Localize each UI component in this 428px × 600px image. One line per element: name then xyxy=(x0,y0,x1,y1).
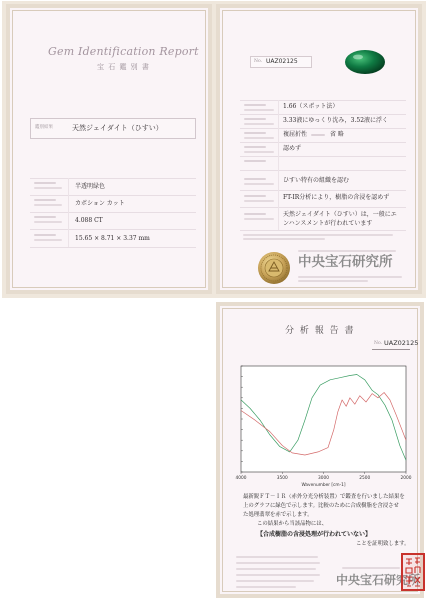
red-seal-pattern xyxy=(403,555,423,589)
fine-print-line xyxy=(34,199,56,201)
fine-print-line xyxy=(244,178,266,180)
x-axis-label: Wavenumber [cm-1] xyxy=(301,483,346,488)
fine-print-line xyxy=(34,234,56,236)
fine-print-line xyxy=(34,216,56,218)
table-rule xyxy=(30,178,196,179)
description-line-6: ことを証明致します。 xyxy=(356,541,410,547)
report-title-english: Gem Identification Report xyxy=(48,45,199,58)
table-rule xyxy=(240,100,406,101)
fine-print-line xyxy=(34,239,62,241)
x-tick-label: 3500 xyxy=(276,476,288,481)
conclusion-statement: 【合成樹脂の含浸処理が行われていない】 xyxy=(257,531,372,538)
fine-print-line xyxy=(236,562,320,564)
table-column-rule xyxy=(278,100,279,230)
gem-photo xyxy=(343,48,387,76)
analysis-number-label: No. xyxy=(374,341,382,346)
plot-area-frame xyxy=(241,366,406,472)
identification-result: 天然ジェイダイト（ひすい） xyxy=(72,124,163,132)
report-number: UAZ02125 xyxy=(266,58,298,65)
report-number-label: No. xyxy=(254,59,262,64)
fine-print-line xyxy=(236,574,320,576)
table-rule xyxy=(240,156,406,157)
fine-print-line xyxy=(34,182,56,184)
fine-print-line xyxy=(244,104,266,106)
comment-line-2: ンハンスメントが行われています xyxy=(283,220,373,227)
table-rule xyxy=(240,114,406,115)
cut-value: カボション カット xyxy=(75,200,125,207)
x-tick-label: 3000 xyxy=(318,476,329,481)
fine-print-line xyxy=(236,580,314,582)
table-rule xyxy=(30,212,196,213)
fine-print-line xyxy=(244,213,266,215)
fine-print-line xyxy=(243,238,325,240)
fine-print-line xyxy=(342,567,400,569)
fine-print-line xyxy=(243,234,393,236)
comment-line-1: 天然ジェイダイト（ひすい）は，一般にエ xyxy=(283,211,397,218)
other-test-value: FT-IR分析により，樹脂の含浸を認めず xyxy=(283,194,390,201)
analysis-number: UAZ02125 xyxy=(384,339,419,347)
fine-print-line xyxy=(298,250,396,252)
table-rule xyxy=(240,190,406,191)
lab-logo-text-bottom: 中央宝石研究所 xyxy=(336,573,421,587)
lab-logo-text: 中央宝石研究所 xyxy=(298,254,393,270)
fine-print-line xyxy=(244,200,274,202)
red-seal-stamp xyxy=(401,553,425,591)
x-tick-label: 4000 xyxy=(235,476,247,481)
fine-print-line xyxy=(298,276,402,278)
fluorescence-value: 認めず xyxy=(283,145,302,152)
fine-print-line xyxy=(236,556,318,558)
fine-print-line xyxy=(244,218,274,220)
fine-print-line xyxy=(34,221,62,223)
fine-print-line xyxy=(298,280,368,282)
description-line-1: 最新鋭ＦＴ－ＩＲ（赤外分光分析装置）で鑑査を行いました結果を xyxy=(243,494,405,500)
table-rule xyxy=(30,229,196,230)
color-value: 半透明緑色 xyxy=(75,183,106,190)
table-rule xyxy=(240,230,406,231)
x-tick-label: 2000 xyxy=(400,476,412,481)
fine-print-line xyxy=(236,568,316,570)
fine-print-line xyxy=(244,146,266,148)
ftir-spectrum-chart xyxy=(226,358,414,492)
lab-seal-emblem xyxy=(257,251,291,285)
fine-print-line xyxy=(34,187,62,189)
weight-value: 4.088 CT xyxy=(75,217,103,224)
fine-print-line xyxy=(244,123,274,125)
table-column-rule xyxy=(68,178,69,247)
fine-print-line xyxy=(34,204,62,206)
x-tick-label: 2500 xyxy=(359,476,371,481)
description-line-2: 上のグラフに緑色で示します。比較のために合成樹脂を含浸させ xyxy=(243,503,399,509)
analysis-number-underline xyxy=(372,349,410,350)
description-line-3: た処理翡翠を赤で示します。 xyxy=(243,512,313,518)
specific-gravity-value: 3.33液にゆっくり沈み，3.52液に浮く xyxy=(283,117,389,124)
table-rule xyxy=(240,128,406,129)
magnification-value: ひすい特有の組織を認む xyxy=(283,177,350,184)
refractive-index-value: 1.66（スポット法） xyxy=(283,103,339,110)
measurements-value: 15.65 × 8.71 × 3.37 mm xyxy=(75,235,150,242)
description-line-4: この結果から当該品物には、 xyxy=(257,521,328,527)
fine-print-line xyxy=(244,132,266,134)
fine-print-line xyxy=(311,134,325,136)
table-rule xyxy=(30,247,196,248)
report-title-japanese: 宝 石 鑑 別 書 xyxy=(97,63,150,71)
fine-print-line xyxy=(244,118,266,120)
table-rule xyxy=(240,207,406,208)
polariscope-value: 複屈折性 xyxy=(283,131,308,138)
table-rule xyxy=(30,195,196,196)
analysis-report-title: 分 析 報 告 書 xyxy=(285,326,355,336)
pleochroism-value: 省 略 xyxy=(330,131,344,138)
fine-print-line xyxy=(244,195,266,197)
fine-print-line xyxy=(236,586,296,588)
result-label: 鑑別結果 xyxy=(35,125,53,130)
fine-print-line xyxy=(244,137,274,139)
fine-print-line xyxy=(244,160,266,162)
fine-print-line xyxy=(244,151,274,153)
table-rule xyxy=(240,170,406,171)
fine-print-line xyxy=(244,109,274,111)
table-rule xyxy=(240,142,406,143)
fine-print-line xyxy=(244,183,274,185)
